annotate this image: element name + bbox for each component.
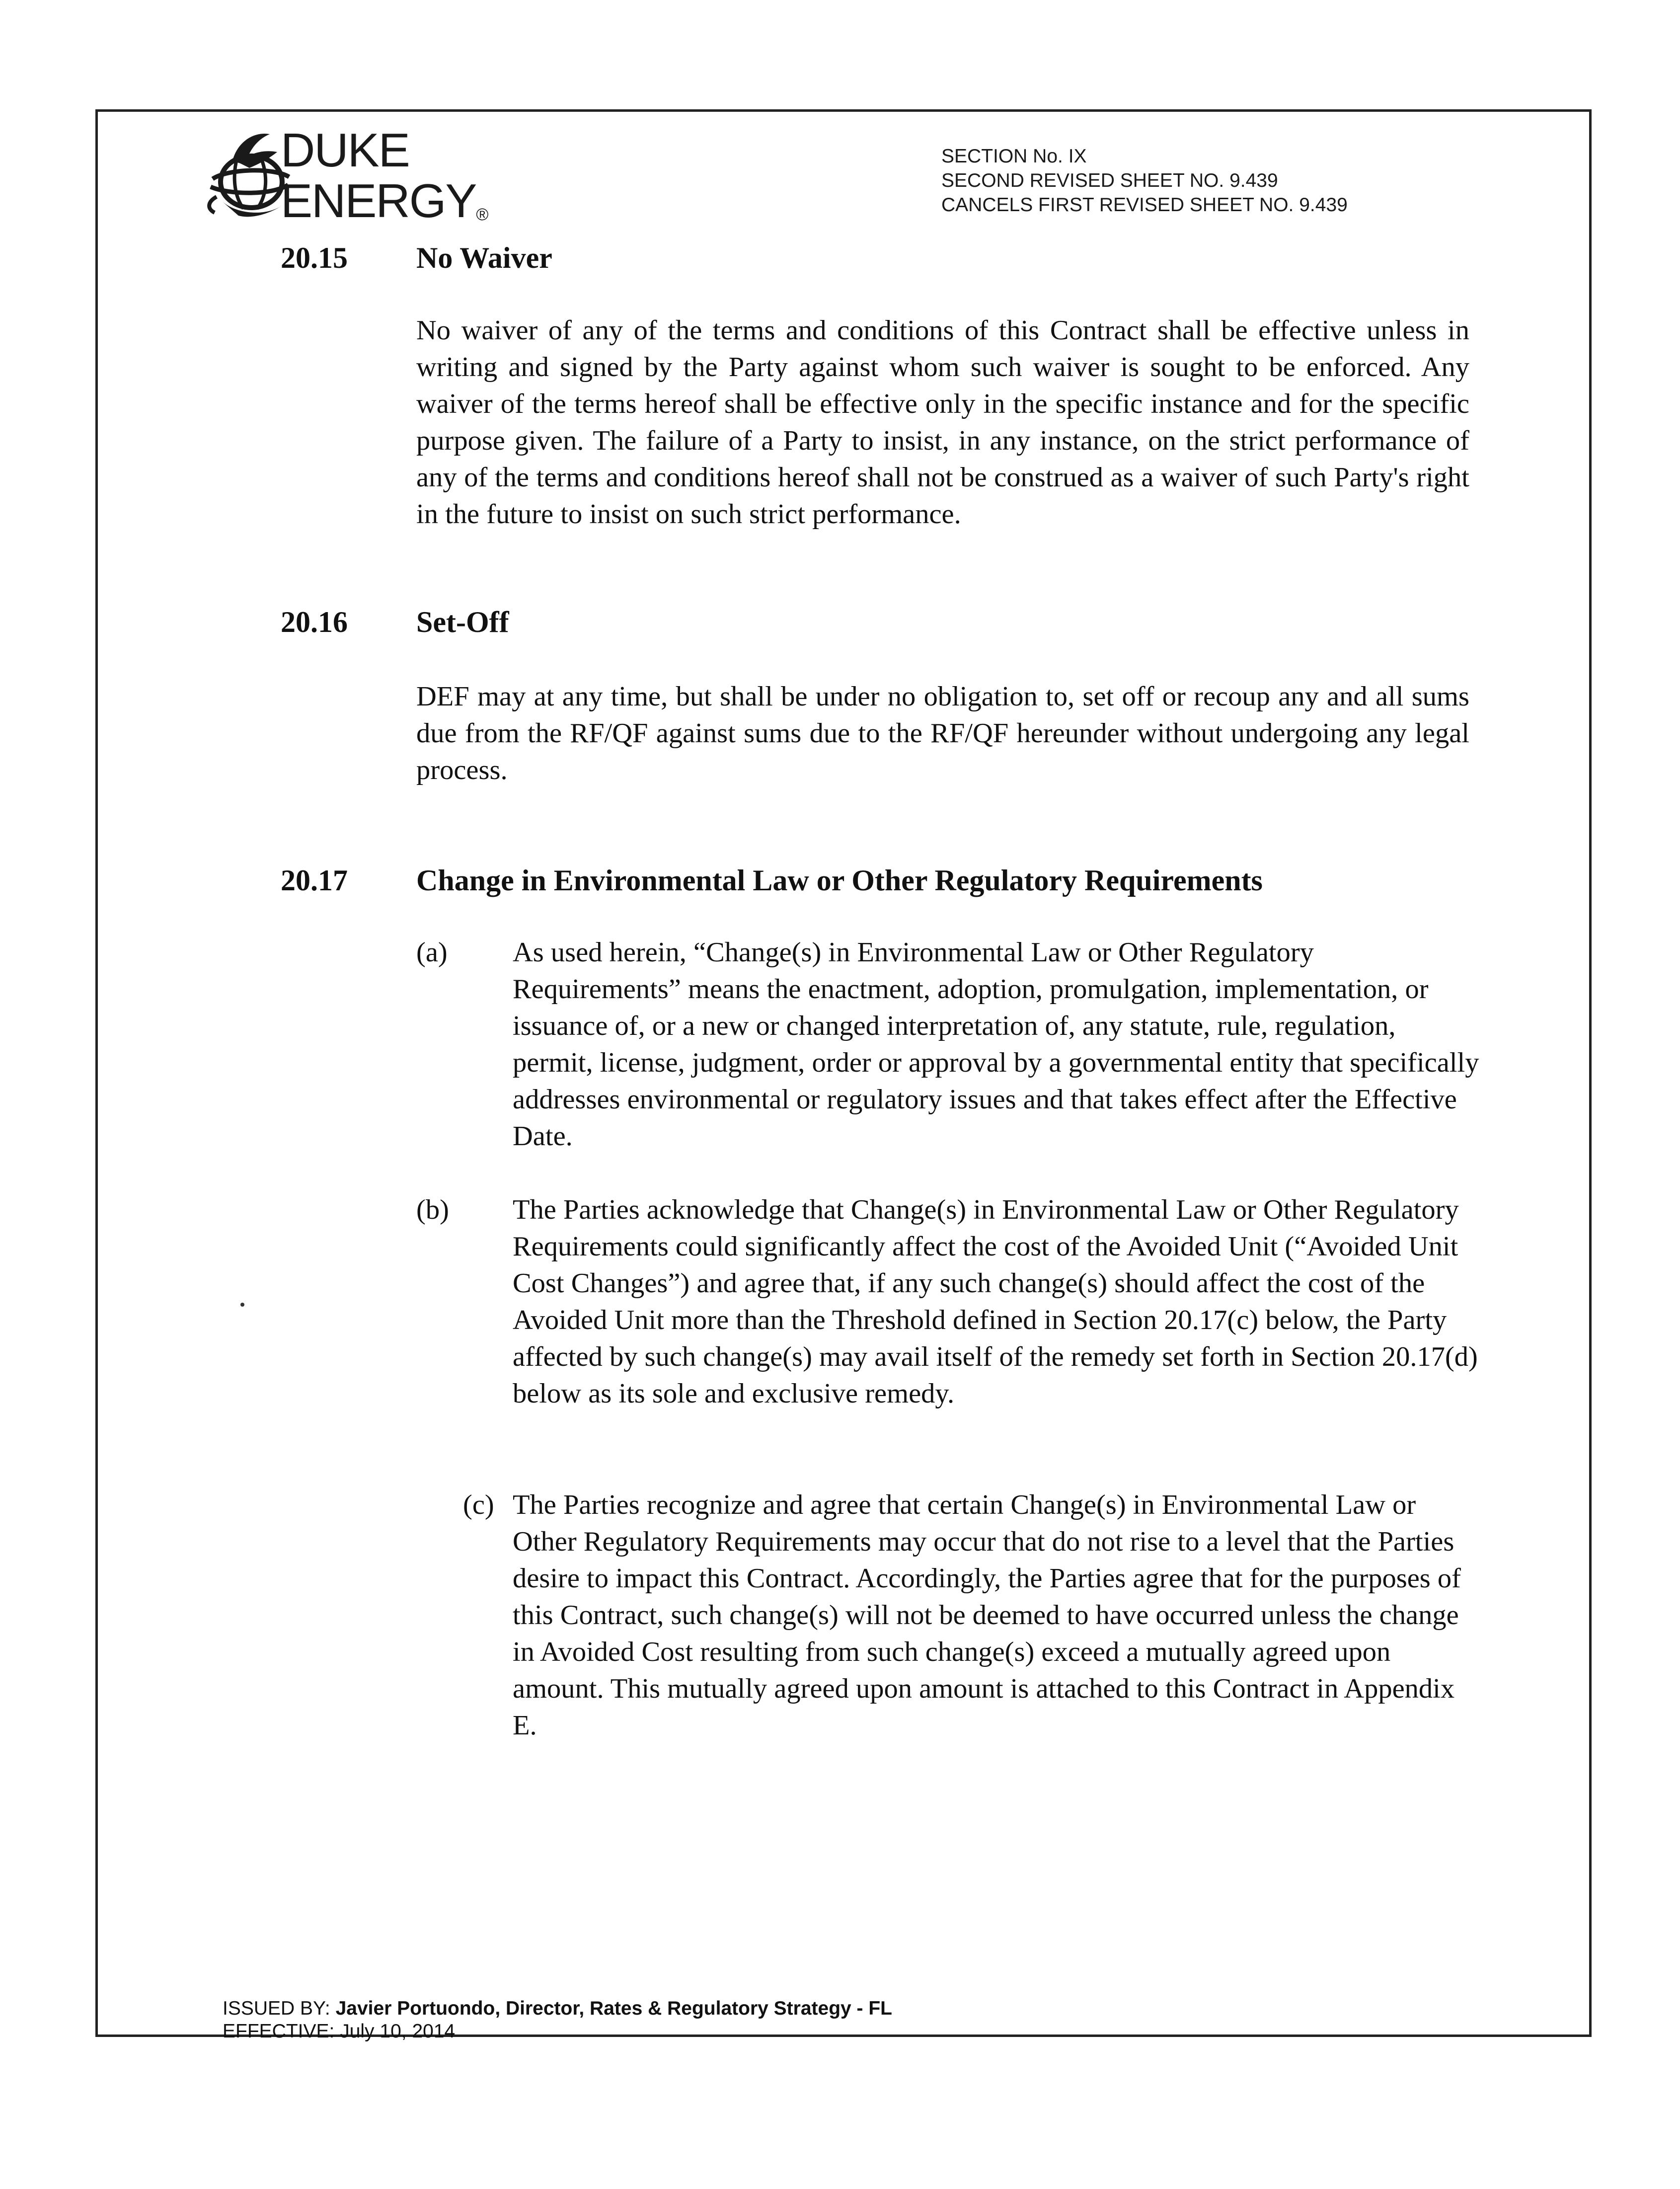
effective-label: EFFECTIVE:: [223, 2021, 335, 2042]
list-item-text: The Parties recognize and agree that certain Change(s) in Environmental Law or Other Regulatory Requirements may occur that do not rise to a level that the Parties desire to impact this Contract. Accordingly, the Parties agree that for the purposes of this Contract, such change(s) will not be deemed to have occurred unless the change in Avoided Cost resulting from such change(s) exceed a mutually agreed upon amount. This mutually agreed upon amount is attached to this Contract in Appendix E.: [513, 1489, 1461, 1741]
list-item-label: (a): [416, 937, 448, 968]
effective-value: July 10, 2014: [340, 2021, 456, 2042]
issued-by-label: ISSUED BY:: [223, 1998, 330, 2019]
logo-text-energy: [281, 174, 488, 238]
logo-text-duke: DUKE: [281, 124, 409, 177]
section-number: 20.15: [281, 241, 348, 274]
issued-by-value: Javier Portuondo, Director, Rates & Regulatory Strategy - FL: [335, 1998, 893, 2019]
list-item-text: As used herein, “Change(s) in Environmental Law or Other Regulatory Requirements” means the enactment, adoption, promulgation, implementation, or issuance of, or a new or changed interpretation of, any statute, rule, regulation, permit, license, judgment, order or approval by a governmental entity that specifically addresses environmental or regulatory issues and that takes effect after the Effective Date.: [513, 937, 1479, 1152]
logo-text-energy-word: ENERGY: [281, 174, 476, 228]
cancels-sheet-text: CANCELS FIRST REVISED SHEET NO. 9.439: [941, 194, 1348, 216]
section-body: No waiver of any of the terms and conditions of this Contract shall be effective unless in writing and signed by the Party against whom such waiver is sought to be enforced. Any waiver of the terms hereof shall be effective only in the specific instance and for the specific purpose given. The failure of a Party to insist, in any instance, on the strict performance of any of the terms and conditions hereof shall not be construed as a waiver of such Party's right in the future to insist on such strict performance.: [416, 315, 1469, 530]
registered-mark: ®: [476, 205, 488, 224]
section-title: No Waiver: [416, 241, 552, 274]
issued-by-line: [223, 1997, 892, 2020]
section-number: 20.17: [281, 864, 348, 897]
list-item-label: (c): [463, 1489, 494, 1520]
list-item-label: (b): [416, 1194, 449, 1225]
section-body: DEF may at any time, but shall be under no obligation to, set off or recoup any and all sums due from the RF/QF against sums due to the RF/QF hereunder without undergoing any legal process.: [416, 681, 1469, 785]
section-number-text: SECTION No. IX: [941, 146, 1087, 167]
revised-sheet-text: SECOND REVISED SHEET NO. 9.439: [941, 170, 1278, 191]
section-number: 20.16: [281, 606, 348, 638]
section-title: Change in Environmental Law or Other Regulatory Requirements: [416, 864, 1263, 897]
scan-speck: [240, 1303, 244, 1307]
list-item-text: The Parties acknowledge that Change(s) in Environmental Law or Other Regulatory Requirements could significantly affect the cost of the Avoided Unit (“Avoided Unit Cost Changes”) and agree that, if any such change(s) should affect the cost of the Avoided Unit more than the Threshold defined in Section 20.17(c) below, the Party affected by such change(s) may avail itself of the remedy set forth in Section 20.17(d) below as its sole and exclusive remedy.: [513, 1194, 1478, 1409]
effective-line: [223, 2020, 892, 2043]
section-title: Set-Off: [416, 606, 509, 638]
document-footer: [223, 1997, 892, 2043]
sheet-header: [941, 144, 1348, 217]
